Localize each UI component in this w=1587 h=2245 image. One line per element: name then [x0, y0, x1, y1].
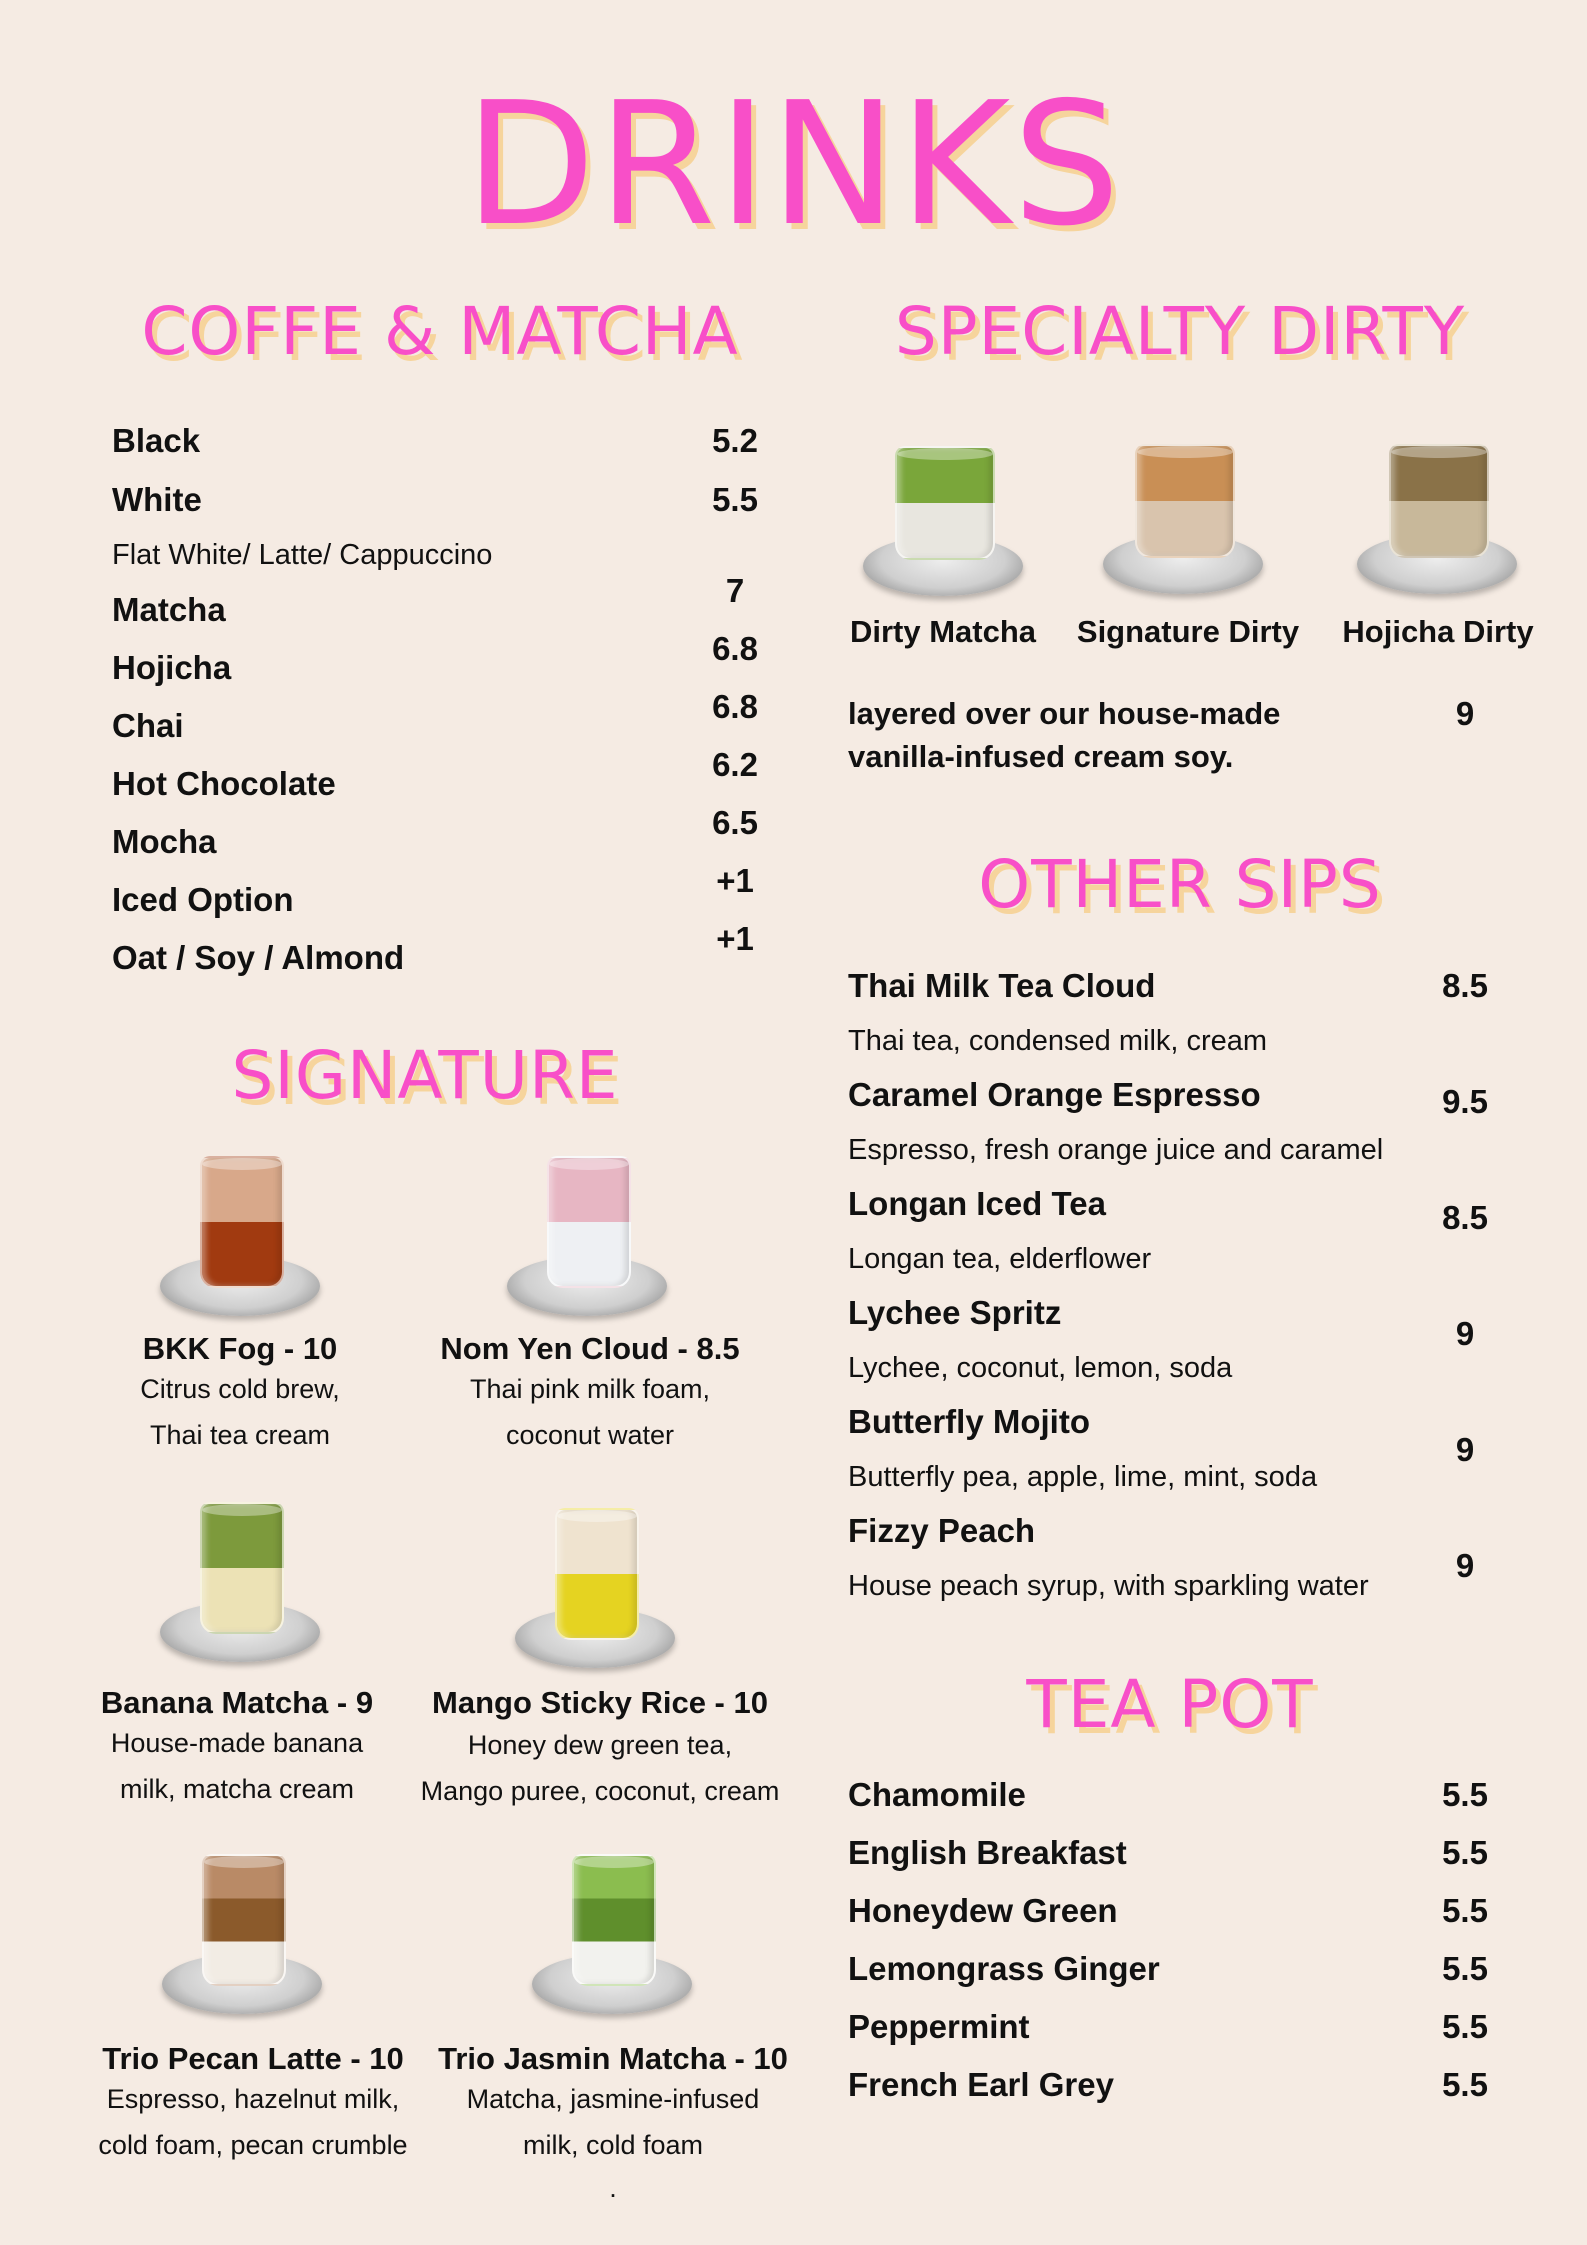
drink-desc: Thai pink milk foam,	[469, 1374, 711, 1404]
menu-item-desc: Thai tea, condensed milk, cream	[848, 1025, 1268, 1057]
menu-item-name: Hojicha	[112, 649, 232, 686]
drink-image-dirty-matcha	[853, 432, 1033, 602]
menu-item-price: 8.5	[1442, 967, 1488, 1004]
drink-name: Trio Pecan Latte - 10	[102, 2041, 404, 2076]
menu-item-name: Black	[112, 422, 201, 459]
drink-desc: cold foam, pecan crumble	[98, 2130, 408, 2160]
drink-name: Hojicha Dirty	[1342, 614, 1534, 649]
drink-desc: Matcha, jasmine-infused	[466, 2084, 760, 2114]
section-title-specialty-dirty: SPECIALTY DIRTY	[894, 293, 1466, 370]
menu-item-price: 6.8	[712, 688, 758, 725]
menu-item-name: Mocha	[112, 823, 217, 860]
drink-desc: Honey dew green tea,	[467, 1730, 733, 1760]
drink-desc: Thai tea cream	[149, 1420, 331, 1450]
drink-desc: Citrus cold brew,	[140, 1374, 340, 1404]
menu-item-name: Lychee Spritz	[848, 1294, 1062, 1331]
drink-image-bkk-fog	[150, 1152, 330, 1322]
drink-name: Dirty Matcha	[849, 614, 1037, 649]
drink-desc: coconut water	[505, 1420, 675, 1450]
menu-item-name: Fizzy Peach	[848, 1512, 1036, 1549]
specialty-description: vanilla-infused cream soy.	[848, 739, 1234, 774]
specialty-description: layered over our house-made	[848, 696, 1281, 731]
drink-image-trio-pecan-latte	[152, 1850, 332, 2020]
menu-item-price: 6.8	[712, 630, 758, 667]
menu-item-price: +1	[716, 862, 754, 899]
menu-item-price: 7	[725, 572, 745, 609]
menu-item-price: 5.5	[1442, 1892, 1488, 1929]
menu-item-desc: Espresso, fresh orange juice and caramel	[848, 1134, 1384, 1166]
menu-item-desc: Butterfly pea, apple, lime, mint, soda	[848, 1461, 1318, 1493]
menu-item-name: Peppermint	[848, 2008, 1030, 2045]
drink-name: BKK Fog - 10	[142, 1331, 338, 1366]
menu-item-price: +1	[716, 920, 754, 957]
menu-item-price: 5.5	[712, 481, 758, 518]
menu-item-name: Oat / Soy / Almond	[112, 939, 405, 976]
menu-item-desc: House peach syrup, with sparkling water	[848, 1570, 1369, 1602]
menu-item-name: English Breakfast	[848, 1834, 1127, 1871]
menu-item-price: 6.2	[712, 746, 758, 783]
menu-item-name: Lemongrass Ginger	[848, 1950, 1160, 1987]
drink-desc: milk, cold foam	[522, 2130, 704, 2160]
drink-name: Banana Matcha - 9	[100, 1685, 374, 1720]
drink-image-mango-sticky-rice	[505, 1504, 685, 1674]
menu-item-price: 9	[1455, 1315, 1475, 1352]
menu-item-name: Hot Chocolate	[112, 765, 336, 802]
menu-item-name: Chai	[112, 707, 184, 744]
menu-item-name: Honeydew Green	[848, 1892, 1118, 1929]
specialty-price: 9	[1455, 695, 1475, 732]
menu-item-name: Thai Milk Tea Cloud	[848, 967, 1156, 1004]
menu-item-price: 9.5	[1442, 1083, 1488, 1120]
drink-image-nom-yen-cloud	[497, 1152, 677, 1322]
drink-image-trio-jasmin-matcha	[522, 1850, 702, 2020]
drink-name: Trio Jasmin Matcha - 10	[438, 2041, 788, 2076]
menu-item-name: Butterfly Mojito	[848, 1403, 1090, 1440]
menu-item-price: 5.5	[1442, 2066, 1488, 2103]
menu-item-name: Chamomile	[848, 1776, 1026, 1813]
drink-name: Nom Yen Cloud - 8.5	[440, 1331, 740, 1366]
menu-item-price: 9	[1455, 1547, 1475, 1584]
trailing-dot: .	[609, 2173, 617, 2203]
menu-item-name: Caramel Orange Espresso	[848, 1076, 1261, 1113]
menu-item-name: French Earl Grey	[848, 2066, 1114, 2103]
menu-item-price: 5.5	[1442, 2008, 1488, 2045]
menu-item-name: Iced Option	[112, 881, 294, 918]
menu-item-name: White	[112, 481, 202, 518]
drink-desc: Mango puree, coconut, cream	[420, 1776, 780, 1806]
drink-desc: milk, matcha cream	[119, 1774, 355, 1804]
menu-item-name: Longan Iced Tea	[848, 1185, 1106, 1222]
page-title: DRINKS	[464, 66, 1123, 264]
drink-image-banana-matcha	[150, 1498, 330, 1668]
drink-desc: Espresso, hazelnut milk,	[106, 2084, 400, 2114]
menu-item-price: 6.5	[712, 804, 758, 841]
section-title-tea-pot: TEA POT	[1026, 1666, 1314, 1743]
menu-item-note: Flat White/ Latte/ Cappuccino	[112, 539, 493, 571]
drink-name: Signature Dirty	[1076, 614, 1300, 649]
menu-item-price: 8.5	[1442, 1199, 1488, 1236]
menu-item-price: 5.5	[1442, 1950, 1488, 1987]
drink-image-hojicha-dirty	[1347, 430, 1527, 600]
drink-name: Mango Sticky Rice - 10	[432, 1685, 768, 1720]
menu-item-name: Matcha	[112, 591, 226, 628]
menu-item-desc: Lychee, coconut, lemon, soda	[848, 1352, 1233, 1384]
menu-item-desc: Longan tea, elderflower	[848, 1243, 1152, 1275]
section-title-signature: SIGNATURE	[231, 1037, 619, 1114]
drink-desc: House-made banana	[110, 1728, 364, 1758]
menu-item-price: 9	[1455, 1431, 1475, 1468]
menu-item-price: 5.2	[712, 422, 758, 459]
menu-item-price: 5.5	[1442, 1776, 1488, 1813]
section-title-coffee-matcha: COFFE & MATCHA	[141, 293, 739, 370]
drink-image-signature-dirty	[1093, 430, 1273, 600]
menu-item-price: 5.5	[1442, 1834, 1488, 1871]
section-title-other-sips: OTHER SIPS	[978, 846, 1382, 923]
